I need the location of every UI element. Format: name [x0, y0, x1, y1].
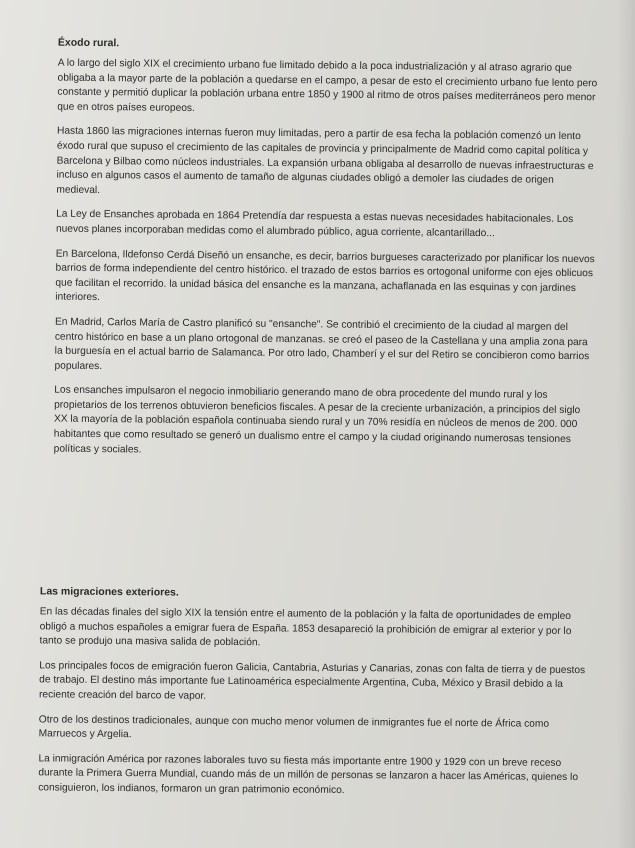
paragraph: Otro de los destinos tradicionales, aunque con mucho menor volumen de inmigrantes fue el norte de África como Marruecos y Argelia. [38, 713, 550, 741]
paragraph: Los principales focos de emigración fueron Galicia, Cantabria, Asturias y Canarias, zonas con falta de tierra y de puestos de trabajo. El destino más importante fue Latinoamérica especialmente Argentina, Cuba, México y Brasil debido a la reciente creación del barco de vapor. [38, 660, 586, 702]
page-edge-shadow [617, 0, 635, 848]
paragraph: A lo largo del siglo XIX el crecimiento urbano fue limitado debido a la poca industrialización y al atraso agrario que obligaba a la mayor parte de la población a quedarse en el campo, a pesar de esto el crecimiento urbano fue lento pero constante y permitió duplicar la población urbana entre 1850 y 1900 al ritmo de otros países mediterráneos pero menor que en otros países europeos. [57, 57, 598, 114]
section-title: Éxodo rural. [57, 36, 120, 50]
paragraph: La inmigración América por razones laborales tuvo su fiesta más importante entre 1900 y 1929 con un breve receso durante la Primera Guerra Mundial, cuando más de un millón de personas se lanzaron a hacer las Américas, quienes lo consiguieron, los indianos, formaron un gran patrimonio económico. [38, 753, 579, 796]
paragraph: Los ensanches impulsaron el negocio inmobiliario generando mano de obra procedente del mundo rural y los propietarios de los terrenos obtuvieron beneficios fiscales. A pesar de la creciente urbanización, a principios del siglo XX la mayoría de la población española continuaba siendo rural y un 70% residía en núcleos de menos de 200. 000 habitantes que como resultado se generó un dualismo entre el campo y la ciudad originando numerosas tensiones políticas y sociales. [53, 384, 581, 456]
paragraph: En Madrid, Carlos María de Castro planificó su "ensanche". Se contribió el crecimiento de la ciudad al margen del centro histórico en base a un plano ortogonal de manzanas. se creó el paseo de la Castellana y una amplia zona para la burguesía en el actual barrio de Salamanca. Por otro lado, Chamberí y el sur del Retiro se concibieron como barrios populares. [54, 316, 590, 372]
paragraph: En Barcelona, Ildefonso Cerdá Diseñó un ensanche, es decir, barrios burgueses caracterizado por planificar los nuevos barrios de forma independiente del centro histórico. el trazado de estos barrios es ortogonal uniforme con ejes oblicuos que facilitan el recorrido. la unidad básica del ensanche es la manzana, achaflanada en las esquinas y con jardines interiores. [55, 248, 595, 304]
paragraph: En las décadas finales del siglo XIX la tensión entre el aumento de la población y la falta de oportunidades de empleo obligó a muchos españoles a emigrar fuera de España. 1853 desapareció la prohibición de emigrar al exterior y por lo tanto se produjo una masiva salida de población. [39, 606, 572, 649]
paragraph: La Ley de Ensanches aprobada en 1864 Pretendía dar respuesta a estas nuevas necesidades habitacionales. Los nuevos planes incorporaban medidas como el alumbrado público, agua corriente, alcantarillado... [55, 208, 574, 240]
paragraph: Hasta 1860 las migraciones internas fueron muy limitadas, pero a partir de esa fecha la población comenzó un lento éxodo rural que supuso el crecimiento de las capitales de provincia y principalmente de Madrid como capital política y Barcelona y Bilbao como núcleos industriales. La expansión urbana obligaba al desarrollo de nuevas infraestructuras e incluso en algunos casos el aumento de tamaño de algunas ciudades obligó a demoler las ciudades de origen medieval. [56, 125, 594, 196]
section-exodo-rural [0, 36, 598, 472]
section-title: Las migraciones exteriores. [39, 585, 179, 599]
section-migraciones-exteriores [0, 585, 590, 811]
